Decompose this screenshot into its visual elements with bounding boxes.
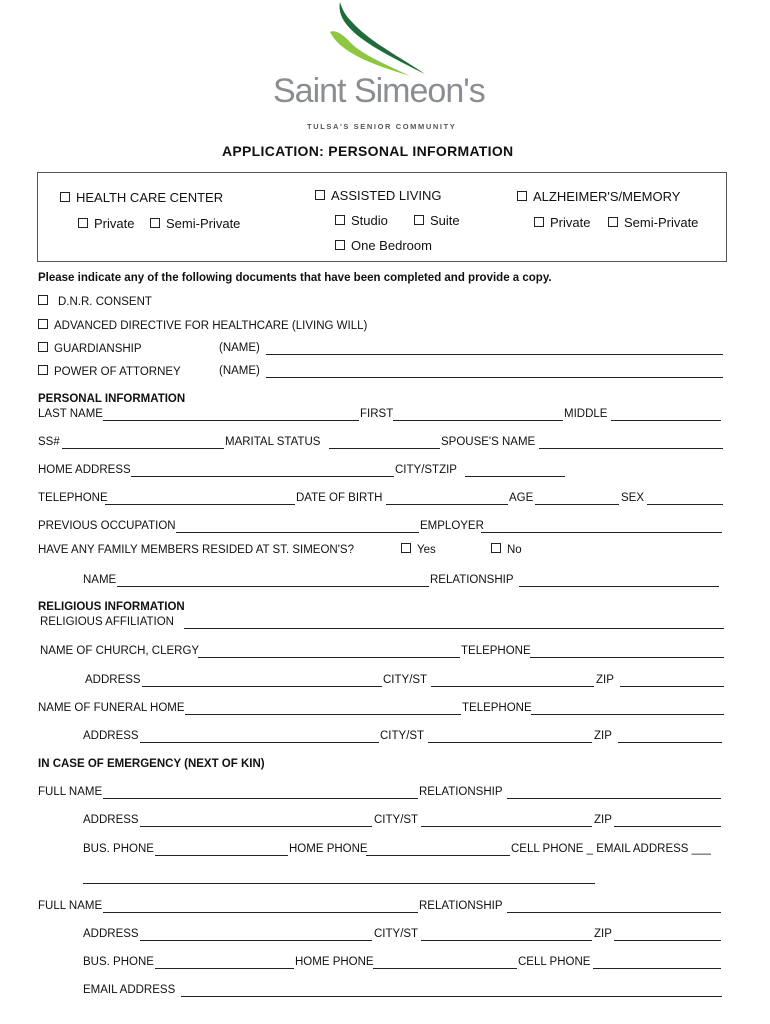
ec1-bus-phone-label: BUS. PHONE	[83, 843, 154, 855]
ec2-home-phone-field[interactable]	[373, 968, 517, 969]
dob-field[interactable]	[386, 504, 508, 505]
ec2-address-field[interactable]	[140, 940, 372, 941]
middle-name-field[interactable]	[611, 420, 721, 421]
funeral-city-field[interactable]	[428, 742, 592, 743]
ec1-bus-phone-field[interactable]	[155, 855, 288, 856]
first-label: FIRST	[360, 408, 394, 420]
family-relationship-field[interactable]	[519, 586, 719, 587]
al-one-bedroom-label: One Bedroom	[351, 238, 432, 253]
home-address-label: HOME ADDRESS	[38, 464, 131, 476]
family-no-checkbox[interactable]	[491, 543, 522, 556]
church-label: NAME OF CHURCH, CLERGY	[40, 645, 200, 657]
funeral-city-label: CITY/ST	[380, 730, 425, 742]
funeral-home-field[interactable]	[185, 714, 461, 715]
ec1-relationship-label: RELATIONSHIP	[419, 786, 503, 798]
home-address-field[interactable]	[131, 476, 394, 477]
middle-label: MIDDLE	[564, 408, 608, 420]
funeral-telephone-field[interactable]	[531, 714, 724, 715]
age-label: AGE	[509, 492, 534, 504]
telephone-label: TELEPHONE	[38, 492, 108, 504]
hc-private-checkbox[interactable]	[78, 216, 134, 231]
personal-heading: PERSONAL INFORMATION	[38, 393, 186, 405]
ss-label: SS#	[38, 436, 60, 448]
ec2-city-label: CITY/ST	[374, 928, 419, 940]
funeral-address-label: ADDRESS	[83, 730, 139, 742]
al-studio-checkbox[interactable]	[335, 213, 388, 228]
church-zip-field[interactable]	[620, 686, 724, 687]
funeral-zip-field[interactable]	[618, 742, 722, 743]
guardianship-checkbox[interactable]	[38, 342, 142, 355]
spouse-field[interactable]	[539, 448, 723, 449]
ec2-home-phone-label: HOME PHONE	[295, 956, 374, 968]
sex-label: SEX	[621, 492, 645, 504]
ec1-address-label: ADDRESS	[83, 814, 139, 826]
church-address-field[interactable]	[142, 686, 382, 687]
church-city-field[interactable]	[431, 686, 594, 687]
alzheimers-label: ALZHEIMER'S/MEMORY	[533, 189, 681, 204]
church-address-label: ADDRESS	[85, 674, 141, 686]
ec1-full-name-label: FULL NAME	[38, 786, 103, 798]
ec2-relationship-label: RELATIONSHIP	[419, 900, 503, 912]
advanced-directive-checkbox[interactable]	[38, 319, 367, 332]
al-studio-label: Studio	[351, 213, 388, 228]
first-name-field[interactable]	[393, 420, 563, 421]
ec1-zip-field[interactable]	[614, 826, 721, 827]
ec2-full-name-field[interactable]	[103, 912, 418, 913]
spouse-label: SPOUSE'S NAME	[441, 436, 536, 448]
assisted-living-checkbox[interactable]	[315, 188, 442, 203]
telephone-field[interactable]	[105, 504, 295, 505]
dob-label: DATE OF BIRTH	[296, 492, 383, 504]
al-suite-checkbox[interactable]	[414, 213, 460, 228]
ec2-zip-field[interactable]	[614, 940, 721, 941]
family-question: HAVE ANY FAMILY MEMBERS RESIDED AT ST. SIMEON'S?	[38, 544, 354, 556]
ec2-bus-phone-field[interactable]	[155, 968, 294, 969]
health-care-label: HEALTH CARE CENTER	[76, 190, 224, 205]
church-field[interactable]	[198, 657, 460, 658]
last-name-field[interactable]	[103, 420, 359, 421]
al-suite-label: Suite	[430, 213, 460, 228]
age-field[interactable]	[535, 504, 619, 505]
ec2-bus-phone-label: BUS. PHONE	[83, 956, 154, 968]
ec1-cell-email-label: CELL PHONE _ EMAIL ADDRESS ___	[511, 843, 711, 855]
ec2-email-field[interactable]	[181, 996, 722, 997]
ec1-home-phone-field[interactable]	[366, 855, 510, 856]
funeral-telephone-label: TELEPHONE	[462, 702, 532, 714]
poa-label: POWER OF ATTORNEY	[54, 366, 181, 378]
city-state-zip-field[interactable]	[465, 476, 565, 477]
hc-semi-private-checkbox[interactable]	[150, 216, 240, 231]
alz-semi-private-checkbox[interactable]	[608, 215, 698, 230]
employer-field[interactable]	[481, 532, 722, 533]
poa-checkbox[interactable]	[38, 365, 181, 378]
dnr-label: D.N.R. CONSENT	[58, 296, 152, 308]
ec2-cell-phone-label: CELL PHONE	[518, 956, 591, 968]
family-no-label: No	[507, 544, 522, 556]
alzheimers-checkbox[interactable]	[517, 189, 680, 204]
poa-name-field[interactable]	[266, 377, 723, 378]
affiliation-label: RELIGIOUS AFFILIATION	[40, 616, 174, 628]
health-care-checkbox[interactable]	[60, 190, 223, 205]
ec1-city-field[interactable]	[421, 826, 592, 827]
alz-private-label: Private	[550, 215, 591, 230]
logo-leaf-icon	[330, 2, 440, 77]
family-relationship-label: RELATIONSHIP	[430, 574, 514, 586]
advanced-directive-label: ADVANCED DIRECTIVE FOR HEALTHCARE (LIVING WILL)	[54, 320, 368, 332]
al-one-bedroom-checkbox[interactable]	[335, 238, 432, 253]
funeral-address-field[interactable]	[140, 742, 379, 743]
ec2-full-name-label: FULL NAME	[38, 900, 103, 912]
documents-instruction: Please indicate any of the following documents that have been completed and provide a copy.	[38, 272, 552, 284]
ec2-relationship-field[interactable]	[507, 912, 721, 913]
ec2-city-field[interactable]	[421, 940, 592, 941]
ss-field[interactable]	[62, 448, 224, 449]
logo-wordmark: Saint Simeon's	[273, 72, 485, 110]
ec2-zip-label: ZIP	[594, 928, 612, 940]
poa-name-label: (NAME)	[219, 365, 260, 377]
church-zip-label: ZIP	[596, 674, 614, 686]
guardianship-name-field[interactable]	[266, 354, 723, 355]
alz-private-checkbox[interactable]	[534, 215, 590, 230]
marital-label: MARITAL STATUS	[225, 436, 321, 448]
guardianship-label: GUARDIANSHIP	[54, 343, 142, 355]
ec2-address-label: ADDRESS	[83, 928, 139, 940]
page-title: APPLICATION: PERSONAL INFORMATION	[222, 143, 514, 159]
ec1-email-field[interactable]	[83, 883, 595, 884]
prev-occupation-label: PREVIOUS OCCUPATION	[38, 520, 176, 532]
assisted-living-label: ASSISTED LIVING	[331, 188, 442, 203]
family-yes-checkbox[interactable]	[401, 543, 436, 556]
ec1-relationship-field[interactable]	[507, 798, 721, 799]
employer-label: EMPLOYER	[420, 520, 484, 532]
prev-occupation-field[interactable]	[176, 532, 419, 533]
hc-semi-private-label: Semi-Private	[166, 216, 241, 231]
marital-field[interactable]	[329, 448, 440, 449]
affiliation-field[interactable]	[184, 628, 724, 629]
ec1-home-phone-label: HOME PHONE	[289, 843, 368, 855]
church-telephone-field[interactable]	[530, 657, 724, 658]
last-name-label: LAST NAME	[38, 408, 103, 420]
sex-field[interactable]	[647, 504, 723, 505]
family-yes-label: Yes	[417, 544, 436, 556]
ec2-email-label: EMAIL ADDRESS	[83, 984, 176, 996]
family-name-field[interactable]	[117, 586, 429, 587]
logo-tagline: TULSA'S SENIOR COMMUNITY	[307, 122, 457, 131]
religious-heading: RELIGIOUS INFORMATION	[38, 601, 185, 613]
guardianship-name-label: (NAME)	[219, 342, 260, 354]
emergency-heading: IN CASE OF EMERGENCY (NEXT OF KIN)	[38, 758, 265, 770]
church-city-label: CITY/ST	[383, 674, 428, 686]
dnr-checkbox[interactable]	[38, 295, 152, 308]
ec1-full-name-field[interactable]	[103, 798, 418, 799]
family-name-label: NAME	[83, 574, 117, 586]
funeral-home-label: NAME OF FUNERAL HOME	[38, 702, 185, 714]
church-telephone-label: TELEPHONE	[461, 645, 531, 657]
funeral-zip-label: ZIP	[594, 730, 612, 742]
ec1-zip-label: ZIP	[594, 814, 612, 826]
alz-semi-private-label: Semi-Private	[624, 215, 699, 230]
ec2-cell-phone-field[interactable]	[593, 968, 721, 969]
hc-private-label: Private	[94, 216, 135, 231]
ec1-address-field[interactable]	[140, 826, 372, 827]
city-state-zip-label: CITY/STZIP	[395, 464, 457, 476]
ec1-city-label: CITY/ST	[374, 814, 419, 826]
